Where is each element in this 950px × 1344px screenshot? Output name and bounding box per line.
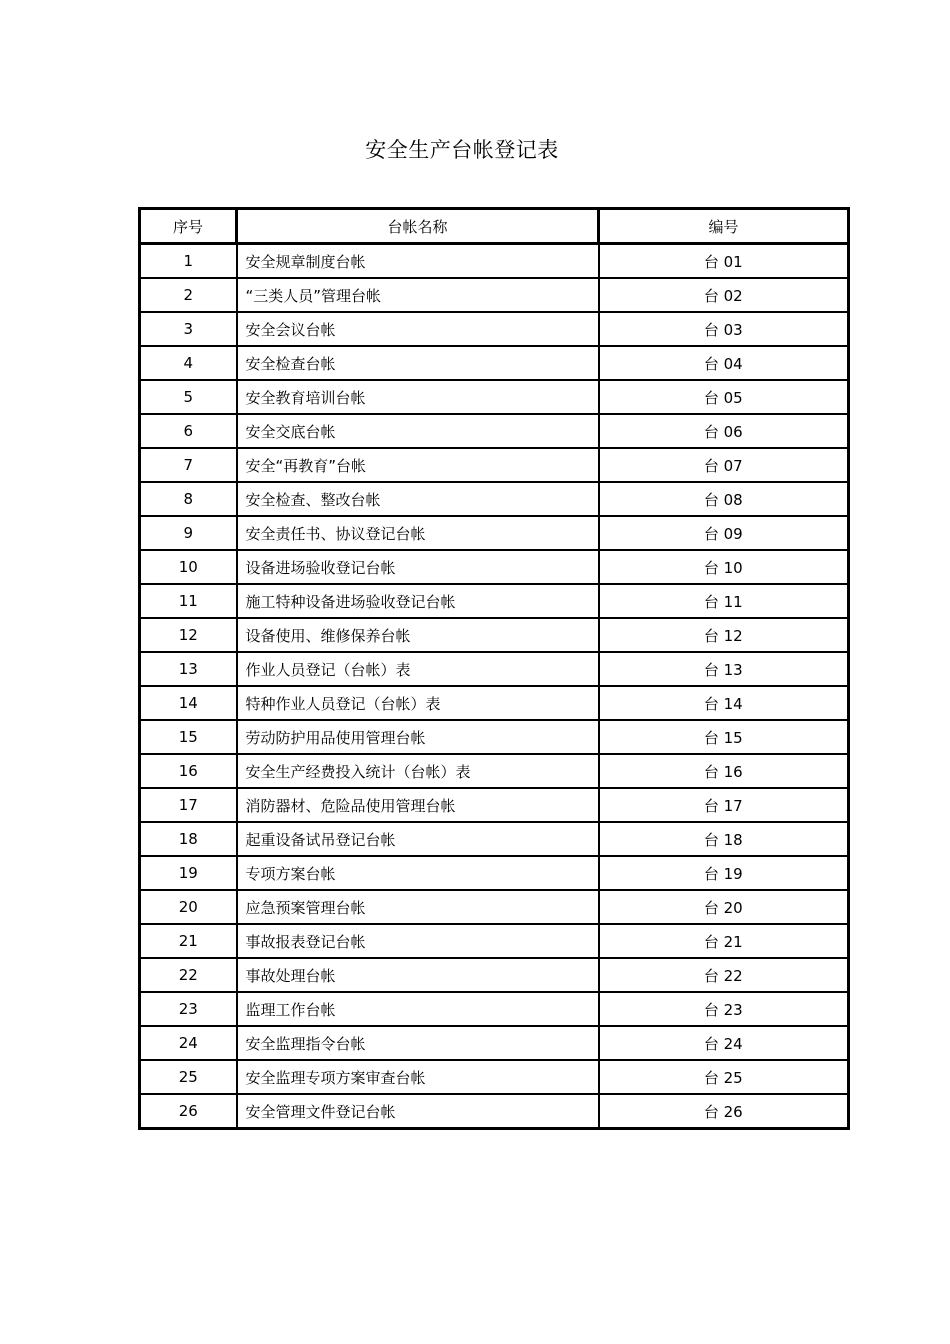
row-ledger-code: 台 26	[599, 1094, 849, 1129]
row-ledger-name: 设备进场验收登记台帐	[237, 550, 599, 584]
row-serial-number: 10	[140, 550, 237, 584]
table-row	[140, 1060, 849, 1094]
table-row	[140, 550, 849, 584]
row-serial-number: 16	[140, 754, 237, 788]
header-serial-number: 序号	[140, 209, 237, 244]
row-ledger-name: 设备使用、维修保养台帐	[237, 618, 599, 652]
row-ledger-code: 台 06	[599, 414, 849, 448]
row-ledger-code: 台 21	[599, 924, 849, 958]
row-ledger-name: 安全检查台帐	[237, 346, 599, 380]
table-row	[140, 720, 849, 754]
row-ledger-name: 消防器材、危险品使用管理台帐	[237, 788, 599, 822]
row-ledger-name: 安全规章制度台帐	[237, 244, 599, 279]
row-serial-number: 9	[140, 516, 237, 550]
row-serial-number: 15	[140, 720, 237, 754]
row-serial-number: 21	[140, 924, 237, 958]
table-row	[140, 482, 849, 516]
table-row	[140, 686, 849, 720]
row-ledger-code: 台 08	[599, 482, 849, 516]
row-ledger-code: 台 25	[599, 1060, 849, 1094]
table-row	[140, 278, 849, 312]
table-row	[140, 346, 849, 380]
table-row	[140, 380, 849, 414]
row-ledger-code: 台 12	[599, 618, 849, 652]
row-ledger-code: 台 01	[599, 244, 849, 279]
row-serial-number: 20	[140, 890, 237, 924]
row-ledger-code: 台 14	[599, 686, 849, 720]
table-row	[140, 924, 849, 958]
table-header-row	[140, 209, 849, 244]
row-serial-number: 25	[140, 1060, 237, 1094]
row-serial-number: 6	[140, 414, 237, 448]
table-row	[140, 1094, 849, 1129]
row-ledger-name: 特种作业人员登记（台帐）表	[237, 686, 599, 720]
row-ledger-code: 台 18	[599, 822, 849, 856]
row-serial-number: 1	[140, 244, 237, 279]
row-ledger-name: 安全交底台帐	[237, 414, 599, 448]
row-ledger-name: 安全管理文件登记台帐	[237, 1094, 599, 1129]
row-ledger-name: 安全“再教育”台帐	[237, 448, 599, 482]
table-body	[140, 244, 849, 1129]
row-ledger-code: 台 16	[599, 754, 849, 788]
row-ledger-code: 台 20	[599, 890, 849, 924]
header-ledger-name: 台帐名称	[237, 209, 599, 244]
row-serial-number: 24	[140, 1026, 237, 1060]
row-ledger-code: 台 04	[599, 346, 849, 380]
row-ledger-code: 台 24	[599, 1026, 849, 1060]
row-ledger-name: 安全监理专项方案审查台帐	[237, 1060, 599, 1094]
row-serial-number: 17	[140, 788, 237, 822]
table-row	[140, 890, 849, 924]
row-serial-number: 7	[140, 448, 237, 482]
table-row	[140, 992, 849, 1026]
row-ledger-code: 台 09	[599, 516, 849, 550]
table-row	[140, 516, 849, 550]
row-serial-number: 18	[140, 822, 237, 856]
header-ledger-code: 编号	[599, 209, 849, 244]
row-ledger-code: 台 13	[599, 652, 849, 686]
row-ledger-code: 台 15	[599, 720, 849, 754]
row-ledger-name: 安全监理指令台帐	[237, 1026, 599, 1060]
row-ledger-code: 台 17	[599, 788, 849, 822]
table-row	[140, 856, 849, 890]
row-ledger-code: 台 23	[599, 992, 849, 1026]
row-ledger-name: 安全责任书、协议登记台帐	[237, 516, 599, 550]
row-serial-number: 8	[140, 482, 237, 516]
row-serial-number: 26	[140, 1094, 237, 1129]
row-ledger-name: 施工特种设备进场验收登记台帐	[237, 584, 599, 618]
row-ledger-name: 事故处理台帐	[237, 958, 599, 992]
row-ledger-name: 起重设备试吊登记台帐	[237, 822, 599, 856]
table-row	[140, 584, 849, 618]
row-serial-number: 23	[140, 992, 237, 1026]
row-serial-number: 3	[140, 312, 237, 346]
table-row	[140, 312, 849, 346]
row-serial-number: 12	[140, 618, 237, 652]
table-row	[140, 1026, 849, 1060]
row-ledger-name: 安全生产经费投入统计（台帐）表	[237, 754, 599, 788]
row-serial-number: 13	[140, 652, 237, 686]
row-serial-number: 19	[140, 856, 237, 890]
row-ledger-code: 台 02	[599, 278, 849, 312]
table-row	[140, 448, 849, 482]
table-row	[140, 958, 849, 992]
table-row	[140, 822, 849, 856]
ledger-register-table	[138, 207, 850, 1130]
table-row	[140, 754, 849, 788]
row-ledger-code: 台 07	[599, 448, 849, 482]
row-serial-number: 22	[140, 958, 237, 992]
row-ledger-name: 劳动防护用品使用管理台帐	[237, 720, 599, 754]
row-serial-number: 4	[140, 346, 237, 380]
row-ledger-name: 安全教育培训台帐	[237, 380, 599, 414]
row-serial-number: 11	[140, 584, 237, 618]
row-ledger-code: 台 19	[599, 856, 849, 890]
row-ledger-code: 台 05	[599, 380, 849, 414]
row-ledger-name: 作业人员登记（台帐）表	[237, 652, 599, 686]
row-ledger-code: 台 22	[599, 958, 849, 992]
table-row	[140, 244, 849, 279]
table-row	[140, 652, 849, 686]
row-ledger-name: “三类人员”管理台帐	[237, 278, 599, 312]
row-ledger-code: 台 10	[599, 550, 849, 584]
row-ledger-name: 事故报表登记台帐	[237, 924, 599, 958]
row-ledger-name: 安全检查、整改台帐	[237, 482, 599, 516]
row-serial-number: 14	[140, 686, 237, 720]
table-row	[140, 788, 849, 822]
table-row	[140, 414, 849, 448]
row-ledger-name: 专项方案台帐	[237, 856, 599, 890]
row-ledger-name: 应急预案管理台帐	[237, 890, 599, 924]
page-title: 安全生产台帐登记表	[365, 138, 559, 162]
row-serial-number: 2	[140, 278, 237, 312]
row-serial-number: 5	[140, 380, 237, 414]
table-row	[140, 618, 849, 652]
row-ledger-code: 台 03	[599, 312, 849, 346]
row-ledger-code: 台 11	[599, 584, 849, 618]
row-ledger-name: 监理工作台帐	[237, 992, 599, 1026]
row-ledger-name: 安全会议台帐	[237, 312, 599, 346]
